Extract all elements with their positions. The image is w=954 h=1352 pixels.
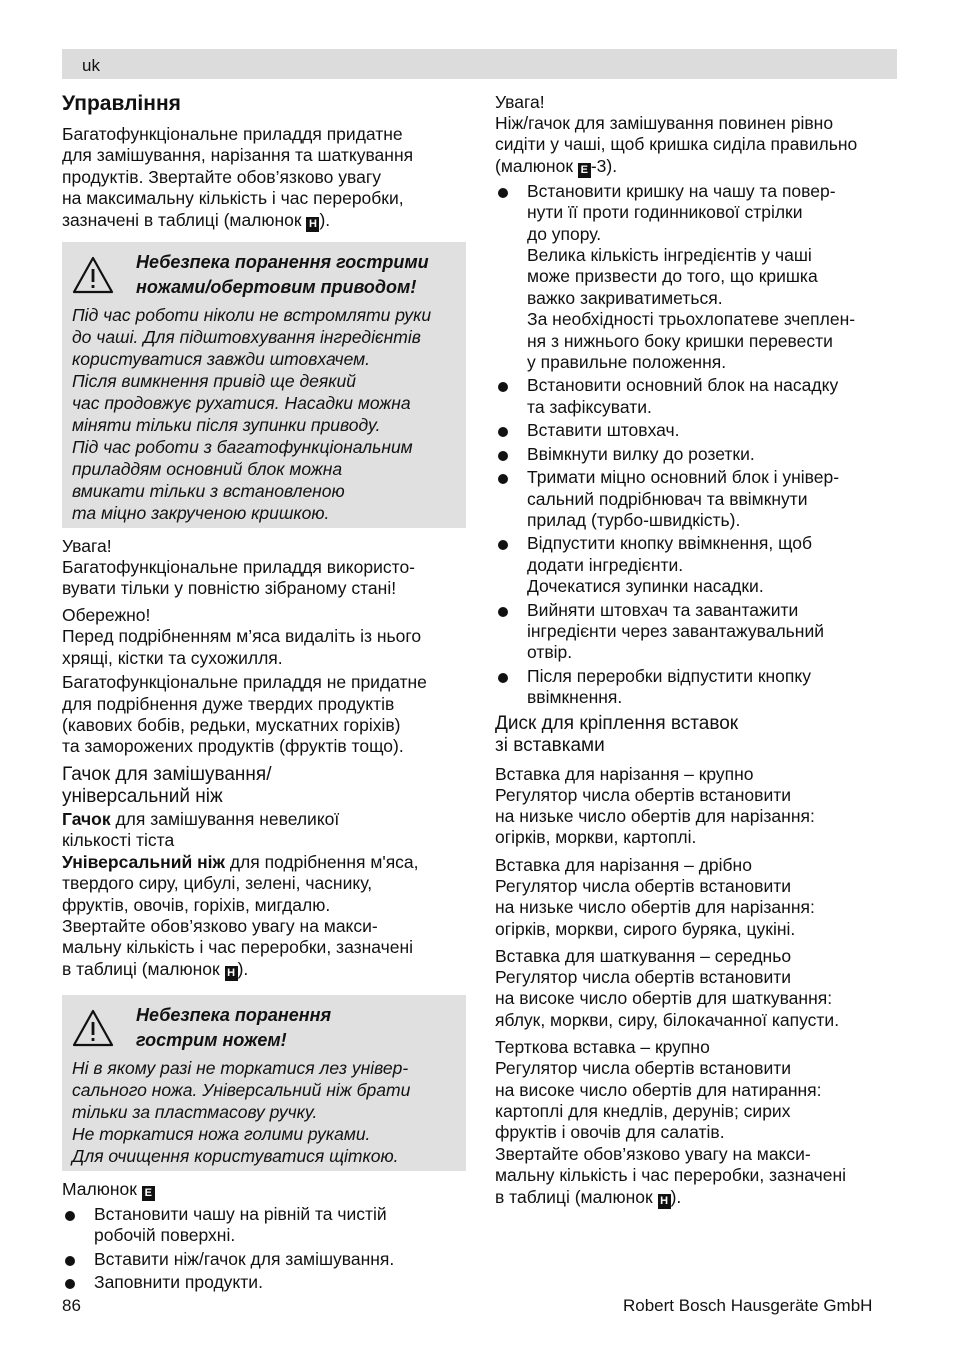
intro-line: для замішування, нарізання та шаткування — [62, 145, 414, 166]
bullet-icon — [65, 1211, 75, 1221]
list-item: Встановити основний блок на насадку та зафіксувати. — [495, 375, 900, 418]
attention-text: сидіти у чаші, щоб кришка сиділа правильно — [495, 134, 858, 155]
intro-line: Багатофункціональне приладдя придатне — [62, 124, 403, 144]
disc-heading: Диск для кріплення вставок зі вставками — [495, 712, 739, 757]
attention-label: Увага! — [62, 535, 112, 556]
bullet-icon — [65, 1256, 75, 1266]
warning-box-sharp-blades — [62, 242, 466, 528]
attention-text: Багатофункціональне приладдя використо- — [62, 556, 415, 577]
header-bar — [62, 49, 897, 79]
page-number: 86 — [62, 1296, 81, 1315]
intro-line: на максимальну кількість і час переробки, — [62, 188, 404, 209]
attention-text: вувати тільки у повністю зібраному стані! — [62, 578, 397, 599]
bullet-icon — [498, 673, 508, 683]
warning-title: Небезпека поранення гострим ножем! — [136, 1004, 332, 1050]
hook-knife-heading: Гачок для замішування/ універсальний ніж — [62, 763, 272, 808]
warning-body: Під час роботи ніколи не встромляти руки до чаші. Для підштовхування інгредієнтів користуватися завжди штовхачем. Після вимкнення привід ще деякий час продовжує рухатися. Насадки можна міняти тільки після зупинки приводу. Під час роботи з багатофункціональним приладдям основний блок можна вмикати тільки з встановленою та міцно закрученою кришкою. — [72, 304, 432, 523]
insert-slice-coarse: Вставка для нарізання – крупно Регулятор числа обертів встановити на низьке число обертів для нарізання: огірків, моркви, картоплі. — [495, 764, 900, 849]
intro-line: продуктів. Звертайте обов’язково увагу — [62, 166, 381, 187]
bullet-icon — [498, 427, 508, 437]
left-column — [62, 92, 466, 1295]
bullet-icon — [498, 451, 508, 461]
careful-text: хрящі, кістки та сухожилля. — [62, 647, 283, 668]
knife-text: в таблиці (малюнок H ). — [62, 958, 249, 979]
list-item: Відпустити кнопку ввімкнення, щоб додати інгредієнти. Дочекатися зупинки насадки. — [495, 533, 900, 597]
hook-text: Гачок для замішування невеликої — [62, 808, 340, 829]
bullet-icon — [498, 474, 508, 484]
figure-ref-word: малюнок — [229, 209, 302, 230]
warning-box-sharp-knife — [62, 995, 466, 1171]
knife-text: мальну кількість і час переробки, зазначені — [62, 937, 414, 958]
list-item: Вставити ніж/гачок для замішування. — [62, 1249, 466, 1270]
attention-label: Увага! — [495, 92, 545, 112]
insert-shred-medium: Вставка для шаткування – середньо Регулятор числа обертів встановити на високе число обертів для шаткування: яблук, моркви, сиру, білокачанної капусти. — [495, 946, 900, 1031]
figure-e-ref: E — [578, 163, 591, 178]
figure-h-ref: H — [658, 1194, 671, 1209]
figure-h-ref: H — [225, 966, 238, 981]
insert-title: Терткова вставка – крупно — [495, 1037, 710, 1058]
knife-text: Універсальний ніж для подрібнення м'яса, — [62, 851, 419, 872]
bullet-icon — [498, 540, 508, 550]
list-item: Заповнити продукти. — [62, 1272, 466, 1293]
assembly-steps — [495, 181, 900, 709]
list-item: Встановити кришку на чашу та повер- нути її проти годинникової стрілки до упору. Велика кількість інгредієнтів у чаші може призвести до того, що кришка важко закриватиметься. За необхідності трьохлопатеве зчеплен- ня з нижнього боку кришки перевести у правильне положення. — [495, 181, 900, 374]
bullet-icon — [498, 188, 508, 198]
list-item: Вийняти штовхач та завантажити інгредієнти через завантажувальний отвір. — [495, 600, 900, 664]
intro-paragraph — [62, 124, 466, 232]
bullet-icon — [65, 1279, 75, 1289]
knife-term: Універсальний ніж — [62, 851, 225, 872]
section-title: Управління — [62, 92, 181, 115]
bullet-icon — [498, 382, 508, 392]
hook-term: Гачок — [62, 808, 111, 829]
list-item: Після переробки відпустити кнопку ввімкнення. — [495, 666, 900, 709]
list-item: Вставити штовхач. — [495, 420, 900, 441]
warning-body: Ні в якому разі не торкатися лез універ- сального ножа. Універсальний ніж брати тільки за пластмасову ручку. Не торкатися ножа голими руками. Для очищення користуватися щіткою. — [72, 1057, 411, 1166]
figure-e-steps — [62, 1204, 466, 1294]
language-code: uk — [82, 56, 100, 75]
attention-text: (малюнок E -3). — [495, 155, 618, 176]
warning-triangle-icon — [72, 1003, 116, 1052]
careful-text-2: Багатофункціональне приладдя не придатне для подрібнення дуже твердих продуктів (кавових бобів, редьки, мускатних горіхів) та заморожених продуктів (фруктів тощо). — [62, 672, 427, 757]
figure-h-ref: H — [306, 217, 319, 232]
warning-triangle-icon — [72, 250, 116, 299]
knife-text: фруктів, овочів, горіхів, мигдалю. — [62, 894, 331, 915]
insert-grate-coarse: Терткова вставка – крупно Регулятор числа обертів встановити на високе число обертів для натирання: картоплі для кнедлів, дерунів; сирих фруктів і овочів для салатів. Звертайте обов’язково увагу на макси- мальну кількість і час переробки, зазначені в таблиці (малюнок H ). — [495, 1037, 900, 1208]
list-item: Ввімкнути вилку до розетки. — [495, 444, 900, 465]
right-column — [495, 92, 900, 1209]
figure-e-ref: E — [142, 1186, 155, 1201]
insert-title: Вставка для нарізання – дрібно — [495, 854, 752, 875]
warning-title: Небезпека поранення гострими ножами/обертовим приводом! — [136, 251, 429, 297]
insert-title: Вставка для нарізання – крупно — [495, 763, 754, 784]
insert-title: Вставка для шаткування – середньо — [495, 946, 792, 966]
knife-text: твердого сиру, цибулі, зелені, часнику, — [62, 873, 373, 894]
bullet-icon — [498, 607, 508, 617]
insert-slice-fine: Вставка для нарізання – дрібно Регулятор числа обертів встановити на низьке число обертів для нарізання: огірків, моркви, сирого буряка, цукіні. — [495, 855, 900, 940]
figure-e-label: Малюнок E — [62, 1179, 466, 1201]
attention-text: Ніж/гачок для замішування повинен рівно — [495, 113, 834, 133]
hook-text: кількості тіста — [62, 830, 175, 851]
careful-text: Перед подрібненням м’яса видаліть із нього — [62, 626, 422, 647]
knife-text: Звертайте обов’язково увагу на макси- — [62, 915, 378, 936]
list-item: Тримати міцно основний блок і універ- сальний подрібнювач та ввімкнути прилад (турбо-швидкість). — [495, 467, 900, 531]
final-ref-line: в таблиці (малюнок H ). — [495, 1186, 682, 1207]
company-name: Robert Bosch Hausgeräte GmbH — [623, 1296, 873, 1315]
intro-line: зазначені в таблиці (малюнок H ). — [62, 209, 331, 230]
careful-label: Обережно! — [62, 605, 151, 626]
list-item: Встановити чашу на рівній та чистій робочій поверхні. — [62, 1204, 466, 1247]
